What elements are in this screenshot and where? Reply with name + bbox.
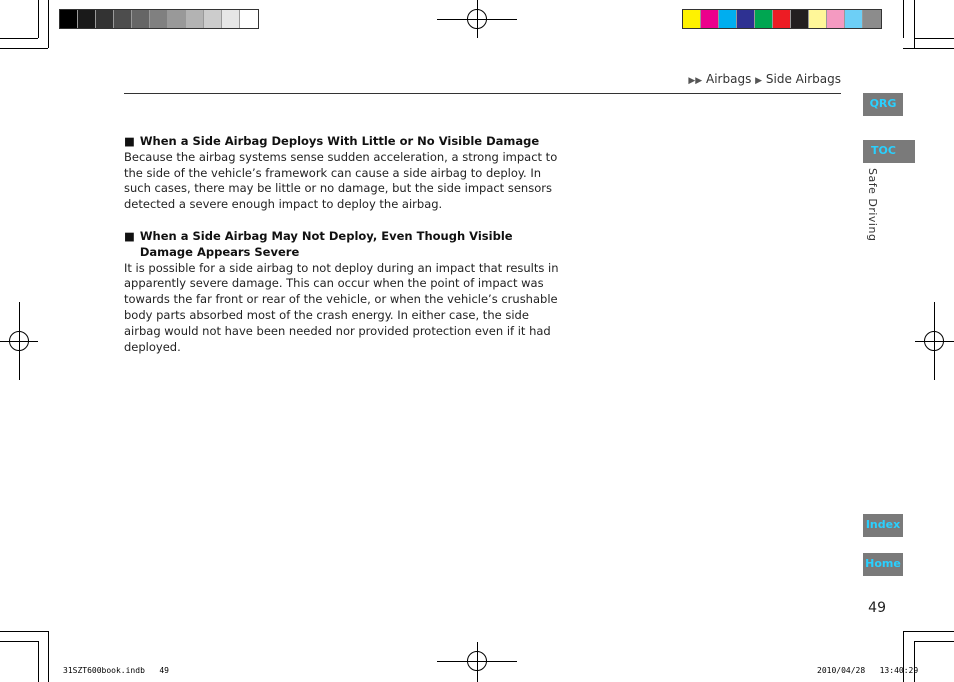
home-tab[interactable]: Home <box>863 553 903 576</box>
crop-mark <box>38 641 39 682</box>
crop-mark <box>0 641 38 642</box>
color-swatch <box>168 10 186 28</box>
section-heading-text: When a Side Airbag May Not Deploy, Even Though Visible Damage Appears Severe <box>139 228 513 259</box>
color-swatch <box>114 10 132 28</box>
crop-mark <box>914 0 915 48</box>
crop-mark <box>914 38 954 39</box>
color-swatch <box>737 10 755 28</box>
page-number: 49 <box>868 600 886 616</box>
index-tab[interactable]: Index <box>863 514 903 537</box>
color-swatch <box>683 10 701 28</box>
section-heading-text: When a Side Airbag Deploys With Little or No Visible Damage <box>139 134 540 148</box>
breadcrumb-item-side-airbags[interactable]: Side Airbags <box>765 72 841 86</box>
color-swatch <box>701 10 719 28</box>
color-calibration-bar <box>682 9 882 29</box>
color-swatch <box>863 10 881 28</box>
breadcrumb-item-airbags[interactable]: Airbags <box>706 72 752 86</box>
color-swatch <box>791 10 809 28</box>
section-body: Because the airbag systems sense sudden acceleration, a strong impact to the side of the vehicle’s framework can cause a side airbag to deploy. In such cases, there may be little or no damage, but the side impact sensors detected a severe enough impact to deploy the airbag. <box>124 149 558 212</box>
crop-mark <box>903 631 954 632</box>
crop-mark <box>914 641 915 682</box>
crop-mark <box>0 48 48 49</box>
color-swatch <box>773 10 791 28</box>
crop-mark <box>903 0 904 38</box>
color-swatch <box>222 10 240 28</box>
toc-tab[interactable]: TOC <box>863 140 915 163</box>
breadcrumb-arrow-icon: ▶▶ <box>688 76 703 86</box>
crop-mark <box>48 631 49 682</box>
breadcrumb-separator-icon: ▶ <box>755 76 763 86</box>
section-heading <box>124 229 564 261</box>
footer-file-info: 31SZT600book.indb 49 <box>63 666 169 675</box>
section-heading <box>124 134 564 150</box>
crop-mark <box>903 48 954 49</box>
crop-mark <box>0 38 38 39</box>
registration-mark <box>9 331 29 351</box>
color-swatch <box>809 10 827 28</box>
color-swatch <box>150 10 168 28</box>
registration-mark <box>924 331 944 351</box>
square-bullet-icon: ■ <box>124 134 135 148</box>
color-swatch <box>186 10 204 28</box>
color-swatch <box>204 10 222 28</box>
crop-mark <box>0 631 48 632</box>
registration-mark <box>467 9 487 29</box>
crop-mark <box>48 0 49 48</box>
qrg-tab[interactable]: QRG <box>863 93 903 116</box>
color-swatch <box>60 10 78 28</box>
grayscale-calibration-bar <box>59 9 259 29</box>
color-swatch <box>845 10 863 28</box>
crop-mark <box>914 641 954 642</box>
color-swatch <box>132 10 150 28</box>
header-rule <box>124 93 841 94</box>
square-bullet-icon: ■ <box>124 228 135 243</box>
breadcrumb <box>688 72 841 86</box>
color-swatch <box>827 10 845 28</box>
section-label: Safe Driving <box>866 168 879 242</box>
section-body: It is possible for a side airbag to not deploy during an impact that results in apparently severe damage. This can occur when the point of impact was towards the far front or rear of the vehicle, or when the vehicle’s crushable body parts absorbed most of the crash energy. In either case, the side airbag would not have been needed nor provided protection even if it had deployed. <box>124 260 559 354</box>
color-swatch <box>240 10 258 28</box>
color-swatch <box>96 10 114 28</box>
color-swatch <box>78 10 96 28</box>
footer-timestamp: 2010/04/28 13:40:29 <box>817 666 919 675</box>
crop-mark <box>38 0 39 38</box>
registration-mark <box>467 651 487 671</box>
color-swatch <box>719 10 737 28</box>
main-content <box>124 134 564 355</box>
color-swatch <box>755 10 773 28</box>
